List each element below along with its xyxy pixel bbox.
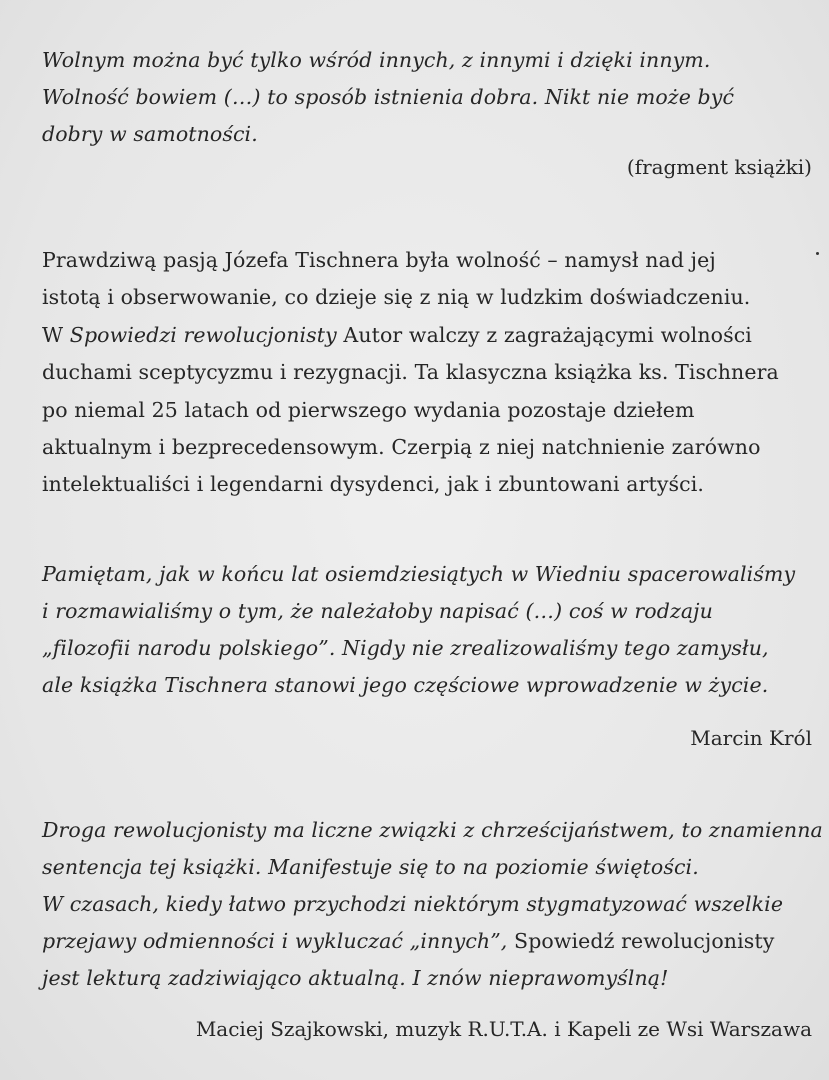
quote-3-line: sentencja tej książki. Manifestuje się to na poziomie świętości. <box>42 855 699 879</box>
quote-3-line: W czasach, kiedy łatwo przychodzi niektórym stygmatyzować wszelkie <box>42 892 784 916</box>
description-text: W <box>42 322 70 347</box>
book-title-reference: Spowiedź rewolucjonisty <box>514 929 775 953</box>
quote-3-attribution: Maciej Szajkowski, muzyk R.U.T.A. i Kapeli ze Wsi Warszawa <box>195 1017 812 1041</box>
quote-1-line: Wolnym można być tylko wśród innych, z innymi i dzięki innym. <box>42 48 711 72</box>
description-line: istotą i obserwowanie, co dzieje się z nią w ludzkim doświadczeniu. <box>42 285 751 310</box>
quote-1-line: dobry w samotności. <box>42 122 258 146</box>
quote-2 <box>42 556 812 704</box>
quote-2-line: „filozofii narodu polskiego”. Nigdy nie zrealizowaliśmy tego zamysłu, <box>42 636 769 660</box>
quote-3-text: przejawy odmienności i wykluczać „innych”, <box>42 929 515 953</box>
quote-2-line: ale książka Tischnera stanowi jego częściowe wprowadzenie w życie. <box>42 673 769 697</box>
quote-3-line <box>42 923 812 960</box>
description-text: Autor walczy z zagrażającymi wolności <box>336 322 752 347</box>
description-line: intelektualiści i legendarni dysydenci, jak i zbuntowani artyści. <box>42 472 705 497</box>
description-line: Prawdziwą pasją Józefa Tischnera była wolność – namysł nad jej <box>42 248 716 272</box>
quote-2-attribution: Marcin Król <box>690 726 812 750</box>
quote-3-line: Droga rewolucjonisty ma liczne związki z chrześcijaństwem, to znamienna <box>42 818 823 842</box>
description-line: po niemal 25 latach od pierwszego wydania pozostaje dziełem <box>42 397 695 422</box>
quote-3-line: jest lekturą zadziwiająco aktualną. I znów nieprawomyślną! <box>42 966 669 990</box>
quote-1-attribution: (fragment książki) <box>626 155 812 179</box>
quote-2-line: Pamiętam, jak w końcu lat osiemdziesiątych w Wiedniu spacerowaliśmy <box>42 562 796 586</box>
description-line: duchami sceptycyzmu i rezygnacji. Ta klasyczna książka ks. Tischnera <box>42 360 779 385</box>
book-title-reference: Spowiedzi rewolucjonisty <box>69 322 337 347</box>
quote-1-line: Wolność bowiem (…) to sposób istnienia dobra. Nikt nie może być <box>42 85 735 109</box>
quote-2-line: i rozmawialiśmy o tym, że należałoby napisać (…) coś w rodzaju <box>42 599 713 623</box>
quote-1 <box>42 42 812 153</box>
book-description <box>42 242 812 504</box>
paper-speck <box>816 252 819 255</box>
quote-3 <box>42 812 823 997</box>
description-line: aktualnym i bezprecedensowym. Czerpią z niej natchnienie zarówno <box>42 435 761 460</box>
description-line <box>42 317 812 354</box>
